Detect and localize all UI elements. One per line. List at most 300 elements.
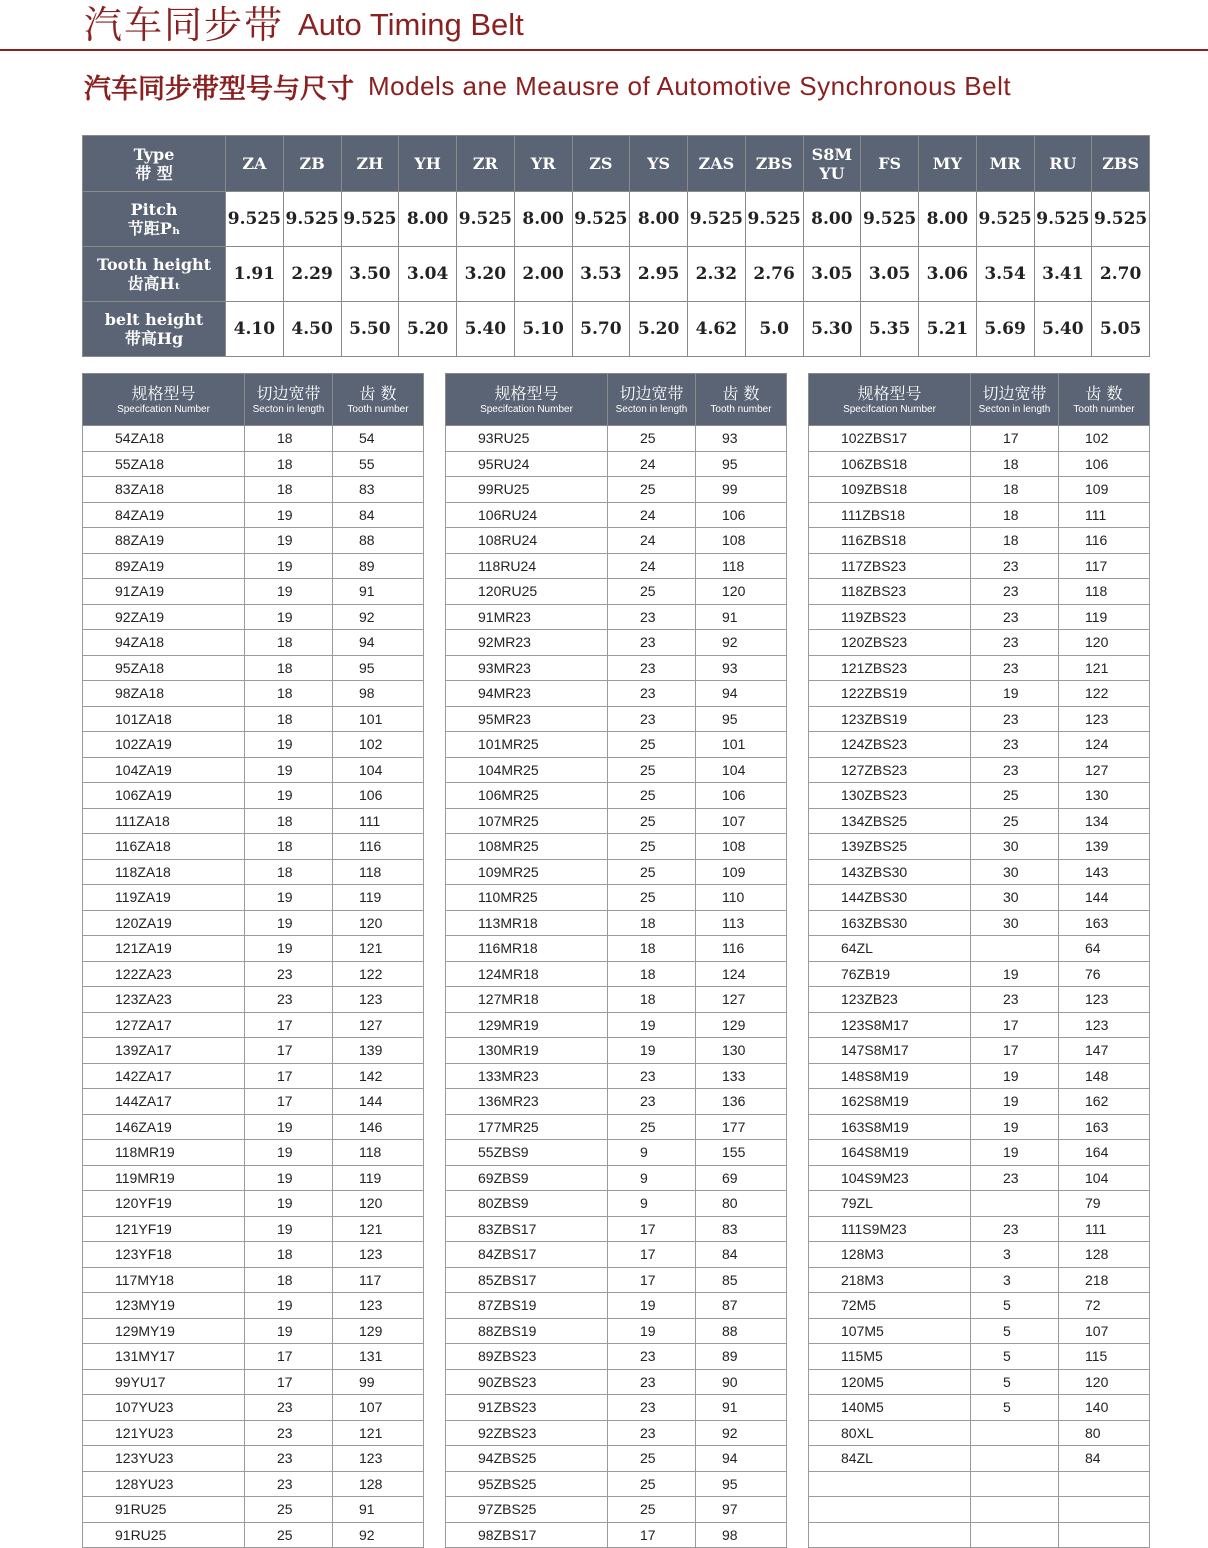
tooth-number-cell: 91 <box>333 579 424 605</box>
width-cell: 23 <box>608 1063 696 1089</box>
row-label-en: Tooth height <box>96 255 212 274</box>
tooth-number-cell: 84 <box>696 1242 787 1268</box>
table-row <box>809 579 1150 605</box>
table-row <box>809 630 1150 656</box>
spec-number-cell: 97ZBS25 <box>446 1497 608 1523</box>
spec-number-cell: 91ZA19 <box>83 579 245 605</box>
table-row <box>83 706 424 732</box>
tooth-number-cell <box>1059 1522 1150 1548</box>
table-row <box>446 987 787 1013</box>
column-header-en: Tooth number <box>1073 404 1135 415</box>
spec-number-cell: 123ZBS19 <box>809 706 971 732</box>
tooth-number-cell: 94 <box>696 681 787 707</box>
row-label-cn: 节距Pₕ <box>127 219 181 238</box>
width-cell: 19 <box>971 1063 1059 1089</box>
spec-number-cell: 88ZA19 <box>83 528 245 554</box>
spec-number-cell: 93RU25 <box>446 426 608 452</box>
width-cell: 25 <box>608 1446 696 1472</box>
spec-number-cell <box>809 1522 971 1548</box>
tooth-number-cell: 91 <box>696 1395 787 1421</box>
spec-number-cell: 108RU24 <box>446 528 608 554</box>
tooth-number-cell: 119 <box>1059 604 1150 630</box>
width-cell: 19 <box>971 1089 1059 1115</box>
type-cell: ZR <box>457 136 515 192</box>
type-cell: ZAS <box>688 136 746 192</box>
column-header-en: Tooth number <box>347 404 409 415</box>
width-cell: 3 <box>971 1242 1059 1268</box>
table-row <box>446 1038 787 1064</box>
width-cell: 23 <box>608 604 696 630</box>
table-row <box>809 834 1150 860</box>
spec-number-cell: 94MR23 <box>446 681 608 707</box>
spec-number-cell: 106RU24 <box>446 502 608 528</box>
width-cell: 17 <box>608 1242 696 1268</box>
table-row <box>809 732 1150 758</box>
width-cell: 18 <box>245 808 333 834</box>
spec-number-cell: 117MY18 <box>83 1267 245 1293</box>
width-cell: 23 <box>608 1089 696 1115</box>
width-cell: 23 <box>971 732 1059 758</box>
tooth-number-cell: 123 <box>1059 1012 1150 1038</box>
spec-number-cell: 123MY19 <box>83 1293 245 1319</box>
tooth-number-cell: 104 <box>333 757 424 783</box>
tooth-number-cell: 142 <box>333 1063 424 1089</box>
tooth-number-cell: 131 <box>333 1344 424 1370</box>
spec-row-label <box>83 247 226 302</box>
table-row <box>446 1063 787 1089</box>
tooth-number-cell: 92 <box>333 604 424 630</box>
spec-number-cell: 116MR18 <box>446 936 608 962</box>
tooth-number-cell: 110 <box>696 885 787 911</box>
width-cell: 19 <box>245 1293 333 1319</box>
tooth-number-cell: 128 <box>1059 1242 1150 1268</box>
spec-number-cell: 163ZBS30 <box>809 910 971 936</box>
tooth-number-cell: 130 <box>1059 783 1150 809</box>
tooth-number-cell: 127 <box>333 1012 424 1038</box>
spec-number-cell: 123ZB23 <box>809 987 971 1013</box>
width-cell: 18 <box>971 502 1059 528</box>
spec-number-cell: 177MR25 <box>446 1114 608 1140</box>
value-cell: 5.40 <box>1034 302 1092 357</box>
table-row <box>809 553 1150 579</box>
table-row <box>446 1420 787 1446</box>
value-cell: 4.50 <box>283 302 341 357</box>
table-row <box>809 987 1150 1013</box>
tooth-number-cell: 91 <box>696 604 787 630</box>
width-cell: 18 <box>245 655 333 681</box>
width-cell: 25 <box>608 1497 696 1523</box>
tooth-number-cell: 93 <box>696 655 787 681</box>
spec-number-cell: 129MR19 <box>446 1012 608 1038</box>
tooth-number-cell <box>1059 1497 1150 1523</box>
spec-number-cell: 106MR25 <box>446 783 608 809</box>
spec-number-cell: 218M3 <box>809 1267 971 1293</box>
belt-list-table-2 <box>445 373 787 1548</box>
title-english: Auto Timing Belt <box>298 7 524 42</box>
tooth-number-cell: 119 <box>333 885 424 911</box>
table-row <box>446 885 787 911</box>
table-row <box>809 477 1150 503</box>
row-label-cn: 带 型 <box>135 163 173 183</box>
spec-number-cell: 139ZBS25 <box>809 834 971 860</box>
value-cell: 8.00 <box>399 192 457 247</box>
table-row <box>83 1114 424 1140</box>
table-row <box>83 1293 424 1319</box>
list-header-row <box>809 374 1150 426</box>
belt-list-table-3 <box>808 373 1150 1548</box>
value-cell: 9.525 <box>976 192 1034 247</box>
row-label-en: Pitch <box>130 200 178 219</box>
width-cell <box>971 1420 1059 1446</box>
column-header <box>245 374 333 426</box>
spec-number-cell: 84ZA19 <box>83 502 245 528</box>
row-label-cn: 带高Hg <box>124 329 184 348</box>
value-cell: 2.32 <box>688 247 746 302</box>
value-cell: 9.525 <box>688 192 746 247</box>
tooth-number-cell: 93 <box>696 426 787 452</box>
spec-number-cell: 128YU23 <box>83 1471 245 1497</box>
type-cell: ZB <box>283 136 341 192</box>
tooth-number-cell: 106 <box>696 783 787 809</box>
tooth-number-cell: 120 <box>696 579 787 605</box>
tooth-number-cell: 144 <box>1059 885 1150 911</box>
tooth-number-cell: 95 <box>696 1471 787 1497</box>
tooth-number-cell: 121 <box>1059 655 1150 681</box>
tooth-number-cell: 124 <box>696 961 787 987</box>
width-cell: 18 <box>971 451 1059 477</box>
value-cell: 9.525 <box>341 192 399 247</box>
table-row <box>446 1242 787 1268</box>
value-cell: 4.10 <box>226 302 284 357</box>
spec-number-cell: 127MR18 <box>446 987 608 1013</box>
table-row <box>446 451 787 477</box>
spec-number-cell: 121ZBS23 <box>809 655 971 681</box>
table-row <box>83 1420 424 1446</box>
tooth-number-cell: 102 <box>333 732 424 758</box>
spec-number-cell: 84ZBS17 <box>446 1242 608 1268</box>
width-cell: 23 <box>608 706 696 732</box>
spec-number-cell: 139ZA17 <box>83 1038 245 1064</box>
spec-number-cell: 162S8M19 <box>809 1089 971 1115</box>
spec-number-cell: 95ZA18 <box>83 655 245 681</box>
column-header-cn: 齿 数 <box>722 384 760 403</box>
table-row <box>83 681 424 707</box>
tooth-number-cell: 144 <box>333 1089 424 1115</box>
section-heading <box>84 64 1011 108</box>
table-row <box>809 681 1150 707</box>
tooth-number-cell: 124 <box>1059 732 1150 758</box>
spec-number-cell: 144ZBS30 <box>809 885 971 911</box>
table-row <box>83 1446 424 1472</box>
spec-number-cell: 94ZA18 <box>83 630 245 656</box>
value-cell: 5.21 <box>919 302 977 357</box>
width-cell: 25 <box>608 783 696 809</box>
value-cell: 5.70 <box>572 302 630 357</box>
table-row <box>83 477 424 503</box>
tooth-number-cell: 104 <box>696 757 787 783</box>
width-cell: 30 <box>971 885 1059 911</box>
table-row <box>809 910 1150 936</box>
type-cell: MY <box>919 136 977 192</box>
column-header <box>1059 374 1150 426</box>
tooth-number-cell: 128 <box>333 1471 424 1497</box>
table-row <box>83 1497 424 1523</box>
tooth-number-cell: 163 <box>1059 1114 1150 1140</box>
tooth-number-cell: 95 <box>696 706 787 732</box>
value-cell: 3.20 <box>457 247 515 302</box>
tooth-number-cell: 92 <box>333 1522 424 1548</box>
tooth-number-cell: 116 <box>1059 528 1150 554</box>
spec-number-cell: 101ZA18 <box>83 706 245 732</box>
table-row <box>446 1497 787 1523</box>
tooth-number-cell: 127 <box>1059 757 1150 783</box>
tooth-number-cell: 85 <box>696 1267 787 1293</box>
width-cell: 23 <box>971 757 1059 783</box>
width-cell: 19 <box>245 553 333 579</box>
tooth-number-cell: 143 <box>1059 859 1150 885</box>
list-header-row <box>446 374 787 426</box>
table-row <box>83 961 424 987</box>
width-cell: 25 <box>245 1497 333 1523</box>
width-cell: 19 <box>245 1165 333 1191</box>
width-cell: 19 <box>245 579 333 605</box>
table-row <box>809 655 1150 681</box>
spec-number-cell: 91MR23 <box>446 604 608 630</box>
spec-number-cell: 116ZA18 <box>83 834 245 860</box>
table-row <box>83 732 424 758</box>
tooth-number-cell: 108 <box>696 834 787 860</box>
tooth-number-cell: 92 <box>696 630 787 656</box>
tooth-number-cell: 101 <box>696 732 787 758</box>
table-row <box>446 732 787 758</box>
spec-number-cell: 128M3 <box>809 1242 971 1268</box>
spec-number-cell: 115M5 <box>809 1344 971 1370</box>
spec-number-cell: 133MR23 <box>446 1063 608 1089</box>
row-label-en: Type <box>133 144 175 164</box>
tooth-number-cell: 177 <box>696 1114 787 1140</box>
spec-number-cell: 92MR23 <box>446 630 608 656</box>
tooth-number-cell: 118 <box>333 1140 424 1166</box>
tooth-number-cell: 133 <box>696 1063 787 1089</box>
page-title <box>84 0 524 46</box>
width-cell: 18 <box>245 477 333 503</box>
width-cell: 18 <box>245 1267 333 1293</box>
table-row <box>446 426 787 452</box>
width-cell: 19 <box>245 604 333 630</box>
tooth-number-cell: 99 <box>696 477 787 503</box>
value-cell: 9.525 <box>457 192 515 247</box>
spec-number-cell: 90ZBS23 <box>446 1369 608 1395</box>
width-cell: 25 <box>608 1114 696 1140</box>
width-cell: 25 <box>608 859 696 885</box>
tooth-number-cell: 120 <box>333 910 424 936</box>
type-cell: YS <box>630 136 688 192</box>
width-cell: 25 <box>608 579 696 605</box>
spec-number-cell: 92ZA19 <box>83 604 245 630</box>
spec-number-cell: 119MR19 <box>83 1165 245 1191</box>
tooth-number-cell: 218 <box>1059 1267 1150 1293</box>
table-row <box>83 1063 424 1089</box>
tooth-number-cell: 54 <box>333 426 424 452</box>
tooth-number-cell: 123 <box>333 1242 424 1268</box>
tooth-number-cell: 118 <box>1059 579 1150 605</box>
table-row <box>446 477 787 503</box>
spec-number-cell: 98ZBS17 <box>446 1522 608 1548</box>
spec-number-cell: 143ZBS30 <box>809 859 971 885</box>
spec-number-cell: 106ZBS18 <box>809 451 971 477</box>
table-row <box>446 1471 787 1497</box>
width-cell: 24 <box>608 451 696 477</box>
spec-number-cell: 120M5 <box>809 1369 971 1395</box>
spec-number-cell: 120RU25 <box>446 579 608 605</box>
table-row <box>809 1446 1150 1472</box>
spec-number-cell: 148S8M19 <box>809 1063 971 1089</box>
value-cell: 8.00 <box>919 192 977 247</box>
table-row <box>83 426 424 452</box>
spec-row-type <box>83 136 1150 192</box>
value-cell: 1.91 <box>226 247 284 302</box>
spec-number-cell: 130ZBS23 <box>809 783 971 809</box>
value-cell: 5.20 <box>399 302 457 357</box>
spec-number-cell: 104S9M23 <box>809 1165 971 1191</box>
tooth-number-cell: 116 <box>333 834 424 860</box>
spec-number-cell: 80ZBS9 <box>446 1191 608 1217</box>
column-header <box>608 374 696 426</box>
value-cell: 5.10 <box>514 302 572 357</box>
table-row <box>446 834 787 860</box>
spec-number-cell: 111ZBS18 <box>809 502 971 528</box>
width-cell: 17 <box>245 1369 333 1395</box>
width-cell: 19 <box>245 1191 333 1217</box>
tooth-number-cell: 107 <box>696 808 787 834</box>
tooth-number-cell <box>1059 1471 1150 1497</box>
table-row <box>446 783 787 809</box>
spec-number-cell: 108MR25 <box>446 834 608 860</box>
table-row <box>809 451 1150 477</box>
table-row <box>83 528 424 554</box>
width-cell: 19 <box>245 757 333 783</box>
width-cell: 30 <box>971 910 1059 936</box>
spec-number-cell: 127ZA17 <box>83 1012 245 1038</box>
spec-number-cell: 123YU23 <box>83 1446 245 1472</box>
width-cell: 3 <box>971 1267 1059 1293</box>
width-cell: 19 <box>245 783 333 809</box>
table-row <box>446 1216 787 1242</box>
width-cell: 25 <box>608 477 696 503</box>
spec-number-cell: 122ZBS19 <box>809 681 971 707</box>
spec-row-belt-height <box>83 302 1150 357</box>
table-row <box>809 706 1150 732</box>
spec-number-cell: 111S9M23 <box>809 1216 971 1242</box>
width-cell: 17 <box>245 1089 333 1115</box>
value-cell: 9.525 <box>226 192 284 247</box>
table-row <box>446 681 787 707</box>
width-cell: 17 <box>971 1012 1059 1038</box>
table-row <box>809 936 1150 962</box>
table-row <box>83 834 424 860</box>
width-cell: 19 <box>971 1140 1059 1166</box>
table-row <box>83 553 424 579</box>
table-row <box>446 706 787 732</box>
tooth-number-cell: 147 <box>1059 1038 1150 1064</box>
table-row <box>809 1191 1150 1217</box>
tooth-number-cell: 123 <box>333 987 424 1013</box>
spec-number-cell: 76ZB19 <box>809 961 971 987</box>
tooth-number-cell: 99 <box>333 1369 424 1395</box>
table-row <box>809 1471 1150 1497</box>
table-row <box>809 1140 1150 1166</box>
spec-number-cell: 84ZL <box>809 1446 971 1472</box>
spec-number-cell: 123ZA23 <box>83 987 245 1013</box>
spec-number-cell: 95RU24 <box>446 451 608 477</box>
table-row <box>83 936 424 962</box>
width-cell: 19 <box>245 910 333 936</box>
table-row <box>809 885 1150 911</box>
table-row <box>809 1114 1150 1140</box>
width-cell: 18 <box>245 834 333 860</box>
tooth-number-cell: 87 <box>696 1293 787 1319</box>
table-row <box>446 910 787 936</box>
spec-number-cell: 99RU25 <box>446 477 608 503</box>
spec-number-cell: 72M5 <box>809 1293 971 1319</box>
table-row <box>446 757 787 783</box>
tooth-number-cell: 88 <box>333 528 424 554</box>
table-row <box>809 502 1150 528</box>
width-cell <box>971 1191 1059 1217</box>
spec-number-cell: 102ZA19 <box>83 732 245 758</box>
value-cell: 5.69 <box>976 302 1034 357</box>
width-cell: 24 <box>608 553 696 579</box>
value-cell: 5.20 <box>630 302 688 357</box>
column-header-en: Specifcation Number <box>480 404 573 415</box>
width-cell: 17 <box>245 1038 333 1064</box>
table-row <box>83 1369 424 1395</box>
table-row <box>809 1063 1150 1089</box>
width-cell: 9 <box>608 1191 696 1217</box>
width-cell: 17 <box>245 1012 333 1038</box>
width-cell: 18 <box>971 528 1059 554</box>
table-row <box>446 961 787 987</box>
tooth-number-cell: 91 <box>333 1497 424 1523</box>
table-row <box>83 1216 424 1242</box>
width-cell: 25 <box>971 783 1059 809</box>
column-header-en: Specifcation Number <box>117 404 210 415</box>
width-cell: 9 <box>608 1140 696 1166</box>
width-cell: 18 <box>245 681 333 707</box>
tooth-number-cell: 98 <box>333 681 424 707</box>
tooth-number-cell: 104 <box>1059 1165 1150 1191</box>
tooth-number-cell: 140 <box>1059 1395 1150 1421</box>
spec-number-cell: 98ZA18 <box>83 681 245 707</box>
table-row <box>83 1191 424 1217</box>
value-cell: 5.30 <box>803 302 861 357</box>
tooth-number-cell: 134 <box>1059 808 1150 834</box>
table-row <box>446 528 787 554</box>
width-cell: 18 <box>245 859 333 885</box>
spec-number-cell: 120YF19 <box>83 1191 245 1217</box>
tooth-number-cell: 117 <box>1059 553 1150 579</box>
spec-number-cell: 118ZA18 <box>83 859 245 885</box>
table-row <box>809 1012 1150 1038</box>
spec-number-cell: 164S8M19 <box>809 1140 971 1166</box>
tooth-number-cell: 92 <box>696 1420 787 1446</box>
spec-number-cell: 64ZL <box>809 936 971 962</box>
column-header-en: Secton in length <box>978 404 1051 415</box>
table-row <box>83 655 424 681</box>
tooth-number-cell: 83 <box>333 477 424 503</box>
table-row <box>83 1522 424 1548</box>
width-cell: 5 <box>971 1344 1059 1370</box>
